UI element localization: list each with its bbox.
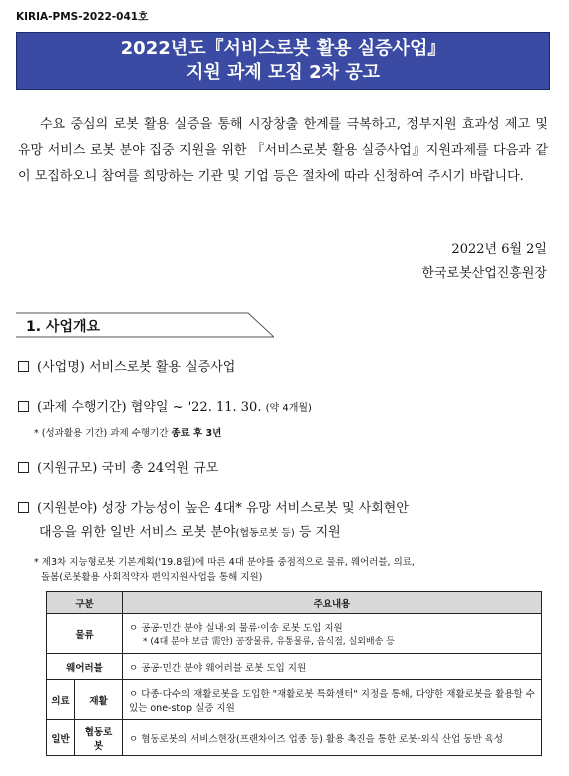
note-line-2: 돌봄(로봇활용 사회적약자 편익지원사업을 통해 지원) [41,572,263,583]
title-line-2: 지원 과제 모집 2차 공고 [185,62,381,83]
bullet-period [18,396,312,421]
header-content: 주요내용 [123,592,542,614]
bullet-text: (과제 수행기간) 협약일 ~ '22. 11. 30. [37,400,266,415]
table-header-row [47,592,542,614]
row-content: ㅇ 공공·민간 분야 실내·외 물류·이송 로봇 도입 지원 [129,623,343,634]
title-banner [16,32,550,90]
category-rehab: 재활 [75,680,123,720]
table-row [47,720,542,756]
checkbox-square-icon [18,462,29,473]
note-line-1: * 제3차 지능형로봇 기본계획('19.8월)에 따른 4대 분야를 중점적으로 물류, 웨어러블, 의료, [34,557,415,568]
category-wearable: 웨어러블 [47,654,123,680]
bullet-text-3: 등 지원 [294,525,341,540]
document-number: KIRIA-PMS-2022-041호 [16,11,149,23]
bullet-text: (지원분야) 성장 가능성이 높은 4대* 유망 서비스로봇 및 사회현안 [37,501,409,516]
row-sub-note: * (4대 분야 보급 需안) 공장물류, 유통물류, 음식점, 실외배송 등 [143,637,395,647]
intro-paragraph [18,112,548,190]
category-logistics: 물류 [47,614,123,654]
field-note [34,555,415,585]
header-category: 구분 [47,592,123,614]
table-row [47,680,542,720]
content-rehab: ㅇ 다종·다수의 재활로봇을 도입한 "재활로봇 특화센터" 지정을 통해, 다양한 재활로봇을 활용할 수 있는 one-stop 실증 지원 [123,680,542,720]
content-wearable: ㅇ 공공·민간 분야 웨어러블 로봇 도입 지원 [123,654,542,680]
checkbox-square-icon [18,401,29,412]
bullet-field [18,497,409,546]
bullet-text: (사업명) 서비스로봇 활용 실증사업 [37,360,236,375]
note-text: * (성과활용 기간) 과제 수행기간 [34,428,172,439]
section-title: 1. 사업개요 [26,319,101,335]
group-medical: 의료 [47,680,75,720]
bullet-small-text: (약 4개월) [265,403,312,414]
category-cobot: 협동로봇 [75,720,123,756]
table-row [47,654,542,680]
announcement-date: 2022년 6월 2일 [451,242,547,257]
bullet-text-2: 대응을 위한 일반 서비스 로봇 분야 [39,525,236,540]
issuing-organization: 한국로봇산업진흥원장 [421,266,547,281]
content-logistics [123,614,542,654]
period-note [34,426,221,441]
checkbox-square-icon [18,361,29,372]
content-cobot: ㅇ 협동로봇의 서비스현장(프랜차이즈 업종 등) 활용 촉진을 통한 로봇·외식 산업 동반 육성 [123,720,542,756]
group-general: 일반 [47,720,75,756]
checkbox-square-icon [18,502,29,513]
bullet-text: (지원규모) 국비 총 24억원 규모 [37,461,219,476]
intro-text: 수요 중심의 로봇 활용 실증을 통해 시장창출 한계를 극복하고, 정부지원 효과성 제고 및 유망 서비스 로봇 분야 집중 지원을 위한 『서비스로봇 활용 실증사업』지원과제를 다음과 같이 모집하오니 참여를 희망하는 기관 및 기업 등은 절차에 따라 신청하여 주시기 바랍니다. [18,117,548,184]
bullet-small-text: (협동로봇 등) [235,528,295,539]
bullet-scale [18,457,218,481]
title-line-1: 2022년도『서비스로봇 활용 실증사업』 [120,38,446,59]
bullet-project-name [18,356,235,380]
section-header-overview [16,312,274,338]
note-bold-text: 종료 후 3년 [171,428,222,439]
support-fields-table [46,591,542,756]
table-row [47,614,542,654]
